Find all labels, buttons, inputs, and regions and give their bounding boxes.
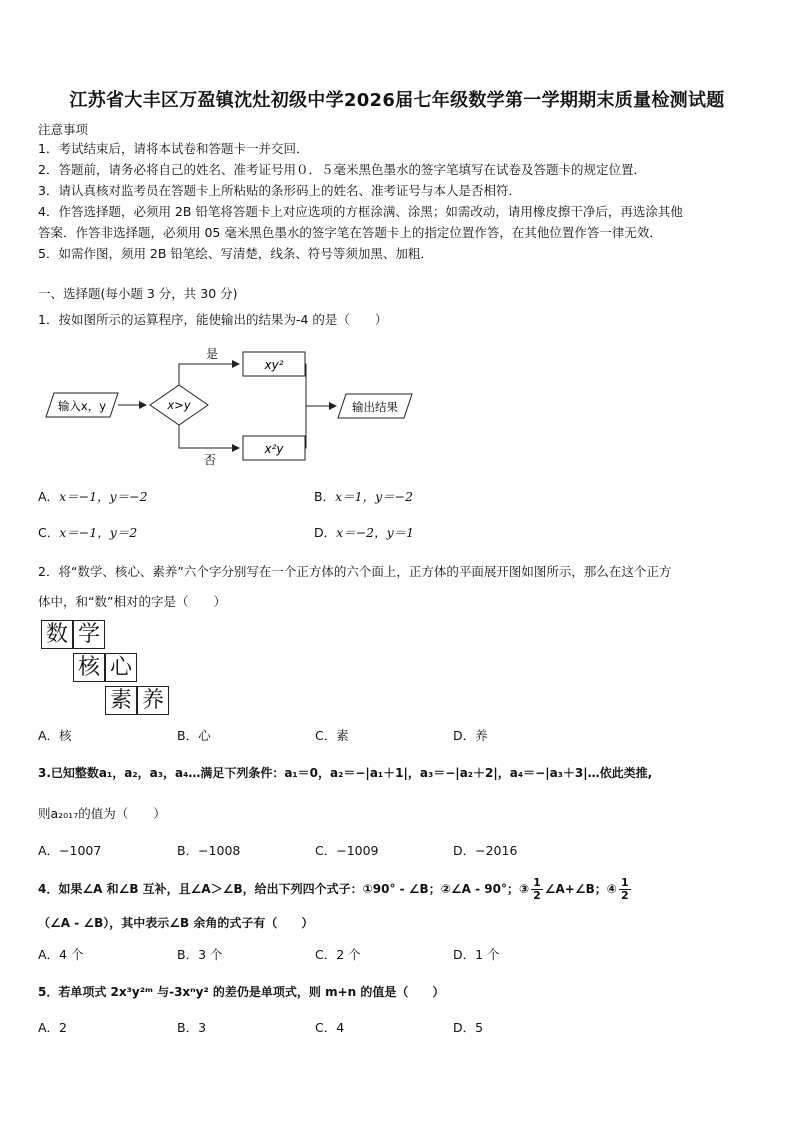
section-heading: 一、选择题(每小题 3 分，共 30 分)	[38, 286, 238, 301]
question-5-stem: 5．若单项式 2x³y²ᵐ 与-3xⁿy² 的差仍是单项式，则 m+n 的值是（ ）	[38, 985, 445, 999]
question-3-stem: 则a₂₀₁₇的值为（ ）	[38, 806, 166, 821]
option-b: B．3	[177, 1020, 207, 1035]
option-d: D．1 个	[453, 947, 500, 962]
notice-item: 答案．作答非选择题，必须用 05 毫米黑色墨水的签字笔在答题卡上的指定位置作答，在其他位置作答一律无效．	[38, 225, 662, 240]
no-label: 否	[203, 453, 217, 467]
option-b: B．心	[177, 728, 211, 743]
notice-item: 2．答题前，请务必将自己的姓名、准考证号用０．５毫米黑色墨水的签字笔填写在试卷及答题卡的规定位置．	[38, 162, 646, 177]
page-title: 江苏省大丰区万盈镇沈灶初级中学2026届七年级数学第一学期期末质量检测试题	[69, 90, 725, 111]
question-3-stem: 3.已知整数a₁，a₂，a₃，a₄…满足下列条件：a₁＝0，a₂＝−|a₁＋1|，a₃＝−|a₂＋2|，a₄＝−|a₃＋3|…依此类推,	[38, 766, 653, 780]
option-a: A．4 个	[38, 947, 84, 962]
option-d: D．养	[453, 728, 488, 743]
net-cell: 素	[105, 686, 137, 715]
notice-heading: 注意事项	[38, 122, 89, 137]
option-a: A．核	[38, 728, 72, 743]
net-cell: 养	[137, 686, 169, 715]
net-cell: 心	[105, 653, 137, 682]
question-4-stem: 4．如果∠A 和∠B 互补，且∠A＞∠B，给出下列四个式子：①90° - ∠B；②∠A - 90°；③ $\frac{1}{2}$ ∠A+∠B；④ $\frac{1}{2}$	[38, 876, 629, 902]
option-a: A．−1007	[38, 843, 102, 858]
option-b: B．x＝1，y＝−2	[314, 489, 414, 504]
option-c: C．2 个	[315, 947, 361, 962]
notice-item: 4．作答选择题，必须用 2B 铅笔将答题卡上对应选项的方框涂满、涂黑；如需改动，请用橡皮擦干净后，再选涂其他	[38, 204, 683, 219]
option-a: A．2	[38, 1020, 68, 1035]
option-c: C．x＝−1，y＝2	[38, 525, 138, 540]
output-label: 输出结果	[352, 400, 398, 414]
notice-item: 1．考试结束后，请将本试卷和答题卡一并交回．	[38, 141, 309, 156]
option-a: A．x＝−1，y＝−2	[38, 489, 148, 504]
question-4-stem: （∠A - ∠B），其中表示∠B 余角的式子有（ ）	[38, 916, 314, 930]
notice-item: 3．请认真核对监考员在答题卡上所粘贴的条形码上的姓名、准考证号与本人是否相符．	[38, 183, 521, 198]
option-d: D．−2016	[453, 843, 518, 858]
option-b: B．−1008	[177, 843, 241, 858]
option-d: D．x＝−2，y＝1	[314, 525, 415, 540]
condition-label: x>y	[167, 398, 191, 412]
net-cell: 学	[73, 620, 105, 649]
option-c: C．素	[315, 728, 349, 743]
question-2-stem: 2．将“数学、核心、素养”六个字分别写在一个正方体的六个面上，正方体的平面展开图如图所示，那么在这个正方	[38, 564, 672, 579]
top-process-label: xy²	[264, 358, 284, 372]
option-d: D．5	[453, 1020, 484, 1035]
cube-net	[41, 620, 181, 720]
question-2-stem: 体中，和“数”相对的字是（ ）	[38, 594, 226, 609]
net-cell: 数	[41, 620, 73, 649]
option-c: C．4	[315, 1020, 345, 1035]
yes-label: 是	[205, 347, 219, 361]
net-cell: 核	[73, 653, 105, 682]
fraction: $\frac{1}{2}$	[620, 876, 629, 902]
option-b: B．3 个	[177, 947, 223, 962]
question-1-stem: 1．按如图所示的运算程序，能使输出的结果为-4 的是（ ）	[38, 312, 388, 327]
fraction: $\frac{1}{2}$	[533, 876, 541, 902]
notice-item: 5．如需作图，须用 2B 铅笔绘、写清楚，线条、符号等须加黑、加粗．	[38, 246, 433, 261]
input-label: 输入x，y	[57, 399, 107, 413]
flowchart	[40, 340, 420, 470]
bottom-process-label: x²y	[264, 442, 284, 456]
option-c: C．−1009	[315, 843, 379, 858]
